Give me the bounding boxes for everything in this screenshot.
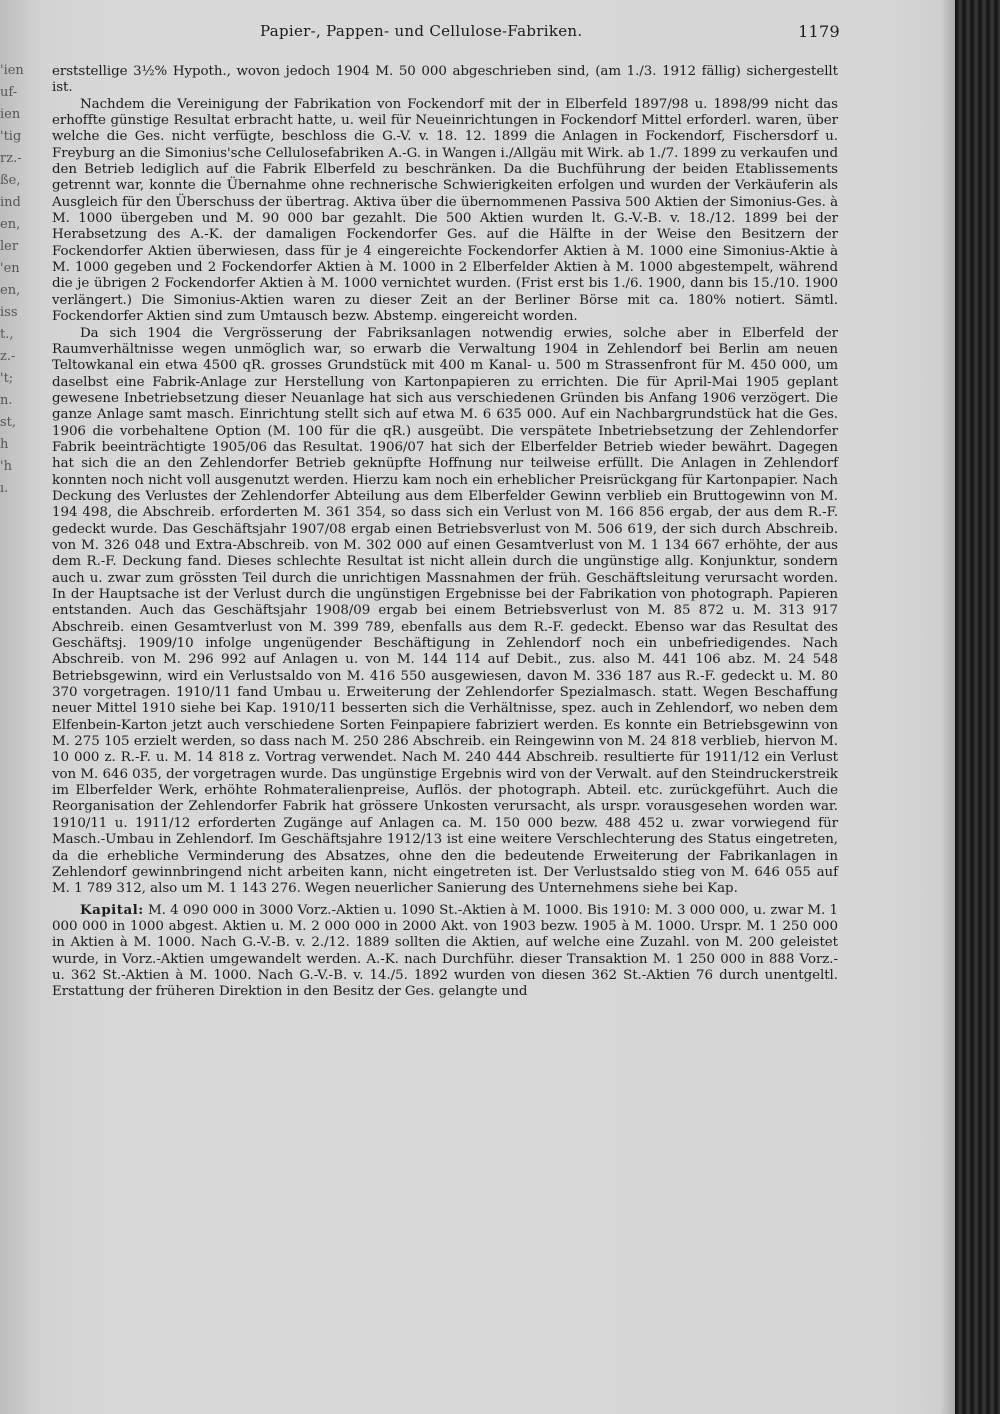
page-number: 1179 xyxy=(798,22,840,41)
margin-fragment: 't; xyxy=(0,371,14,386)
margin-fragment: en, xyxy=(0,217,21,232)
margin-fragment: 'h xyxy=(0,459,12,474)
margin-fragment: t., xyxy=(0,327,14,342)
margin-fragment: 'en xyxy=(0,261,20,276)
margin-fragment: iss xyxy=(0,305,18,320)
margin-fragment: 'tig xyxy=(0,129,22,144)
paragraph-zehlendorf-history: Da sich 1904 die Vergrösserung der Fabriksanlagen notwendig erwies, solche aber in Elberfeld der Raumverhältnisse wegen unmöglich war, so erwarb die Verwaltung 1904 in Zehlendorf bei Berlin am neuen Teltowkanal ein etwa 4500 qR. grosses Grundstück mit 400 m Kanal- u. 500 m Strassenfront für M. 450 000, um daselbst eine Fabrik-Anlage zur Herstellung von Kartonpapieren zu errichten. Die für April-Mai 1905 geplant gewesene Inbetriebsetzung dieser Neuanlage hat sich aus verschiedenen Gründen bis Anfang 1906 verzögert. Die ganze Anlage samt masch. Einrichtung stellt sich auf etwa M. 6 635 000. Auf ein Nachbargrundstück hat die Ges. 1906 die vorbehaltene Option (M. 100 für die qR.) ausgeübt. Die verspätete Inbetriebsetzung der Zehlendorfer Fabrik beeinträchtigte 1905/06 das Resultat. 1906/07 hat sich der Elberfelder Betrieb wieder bewährt. Dagegen hat sich die an den Zehlendorfer Betrieb geknüpfte Hoffnung nur teilweise erfüllt. Die Anlagen in Zehlendorf konnten noch nicht voll ausgenutzt werden. Hierzu kam noch ein erheblicher Preisrückgang für Kartonpapier. Nach Deckung des Verlustes der Zehlendorfer Abteilung aus dem Elberfelder Gewinn verblieb ein Bruttogewinn von M. 194 498, die Abschreib. erforderten M. 361 354, so dass sich ein Verlust von M. 166 856 ergab, der aus dem R.-F. gedeckt wurde. Das Geschäftsjahr 1907/08 ergab einen Betriebsverlust von M. 506 619, der sich durch Abschreib. von M. 326 048 und Extra-Abschreib. von M. 302 000 auf einen Gesamtverlust von M. 1 134 667 erhöhte, der aus dem R.-F. Deckung fand. Dieses schlechte Resultat ist nicht allein durch die ungünstige allg. Konjunktur, sondern auch u. zwar zum grössten Teil durch die unrichtigen Massnahmen der früh. Geschäftsleitung verursacht worden. In der Hauptsache ist der Verlust durch die ungünstigen Ergebnisse bei der Fabrikation von photograph. Papieren entstanden. Auch das Geschäftsjahr 1908/09 ergab bei einem Betriebsverlust von M. 85 872 u. M. 313 917 Abschreib. einen Gesamtverlust von M. 399 789, ebenfalls aus dem R.-F. gedeckt. Ebenso war das Resultat des Geschäftsj. 1909/10 infolge ungenügender Beschäftigung in Zehlendorf noch ein unbefriedigendes. Nach Abschreib. von M. 296 992 auf Anlagen u. von M. 144 114 auf Debit., zus. also M. 441 106 abz. M. 24 548 Betriebsgewinn, wird ein Verlustsaldo von M. 416 550 ausgewiesen, davon M. 336 187 aus R.-F. gedeckt u. M. 80 370 vorgetragen. 1910/11 fand Umbau u. Erweiterung der Zehlendorfer Spezialmasch. statt. Wegen Beschaffung neuer Mittel 1910 siehe bei Kap. 1910/11 besserten sich die Verhältnisse, spez. auch in Zehlendorf, wo neben dem Elfenbein-Karton jetzt auch verschiedene Sorten Feinpapiere fabriziert werden. Es konnte ein Betriebsgewinn von M. 275 105 erzielt werden, so dass nach M. 250 286 Abschreib. ein Reingewinn von M. 24 818 verblieb, hiervon M. 10 000 z. R.-F. u. M. 14 818 z. Vortrag verwendet. Nach M. 240 444 Abschreib. resultierte für 1911/12 ein Verlust von M. 646 035, der vorgetragen wurde. Das ungünstige Ergebnis wird von der Verwalt. auf den Steindruckerstreik im Elberfelder Werk, erhöhte Rohmateralienpreise, Auflös. der photograph. Abteil. etc. zurückgeführt. Auch die Reorganisation der Zehlendorfer Fabrik hat grössere Unkosten verursacht, als urspr. vorausgesehen worden war. 1910/11 u. 1911/12 erforderten Zugänge auf Anlagen ca. M. 150 000 bezw. 488 452 u. zwar vorwiegend für Masch.-Umbau in Zehlendorf. Im Geschäftsjahre 1912/13 ist eine weitere Verschlechterung des Status eingetreten, da die erhebliche Verminderung des Absatzes, ohne den die bedeutende Erweiterung der Fabrikanlagen in Zehlendorf gewinnbringend nicht arbeiten kann, nicht eingetreten ist. Der Verlustsaldo stieg von M. 646 055 auf M. 1 789 312, also um M. 1 143 276. Wegen neuerlicher Sanierung des Unternehmens siehe bei Kap. xyxy=(52,325,838,897)
margin-fragment: en, xyxy=(0,283,21,298)
margin-fragment: z.- xyxy=(0,349,16,364)
margin-fragment: st, xyxy=(0,415,17,430)
margin-fragment: rz.- xyxy=(0,151,22,166)
kapital-label: Kapital: xyxy=(80,901,144,918)
margin-fragment: ien xyxy=(0,107,21,122)
margin-fragment: 'ien xyxy=(0,63,24,78)
margin-fragment: ind xyxy=(0,195,21,210)
margin-fragment: ler xyxy=(0,239,19,254)
paragraph-kapital xyxy=(52,902,838,1001)
margin-fragment: ı. xyxy=(0,481,9,496)
previous-page-margin-fragments xyxy=(0,60,40,496)
kapital-text: M. 4 090 000 in 3000 Vorz.-Aktien u. 1090 St.-Aktien à M. 1000. Bis 1910: M. 3 000 000, u. zwar M. 1 000 000 in 1000 abgest. Aktien u. M. 2 000 000 in 2000 Akt. von 1903 bezw. 1905 à M. 1000. Urspr. M. 1 250 000 in Aktien à M. 1000. Nach G.-V.-B. v. 2./12. 1889 sollten die Aktien, auf welche eine Zuzahl. von M. 200 geleistet wurde, in Vorz.-Aktien umgewandelt werden. A.-K. nach Durchführ. dieser Transaktion M. 1 250 000 in 888 Vorz.- u. 362 St.-Aktien à M. 1000. Nach G.-V.-B. v. 14./5. 1892 wurden von diesen 362 St.-Aktien 76 durch unentgeltl. Erstattung der früheren Direktion in den Besitz der Ges. gelangte und xyxy=(52,902,838,1000)
running-title: Papier-, Pappen- und Cellulose-Fabriken. xyxy=(260,22,583,40)
margin-fragment: h xyxy=(0,437,9,452)
paragraph-mortgage: erststellige 3½% Hypoth., wovon jedoch 1904 M. 50 000 abgeschrieben sind, (am 1./3. 1912 fällig) sichergestellt ist. xyxy=(52,64,838,96)
margin-fragment: uf- xyxy=(0,85,18,100)
book-binding-edge xyxy=(955,0,1000,1414)
margin-fragment: n. xyxy=(0,393,13,408)
paragraph-fockendorf-sale: Nachdem die Vereinigung der Fabrikation von Fockendorf mit der in Elberfeld 1897/98 u. 1898/99 nicht das erhoffte günstige Resultat erbracht hatte, u. weil für Neueinrichtungen in Fockendorf Mittel erforderl. waren, über welche die Ges. nicht verfügte, beschloss die G.-V. v. 18. 12. 1899 die Anlagen in Fockendorf, Fischersdorf u. Freyburg an die Simonius'sche Cellulosefabriken A.-G. in Wangen i./Allgäu mit Wirk. ab 1./7. 1899 zu verkaufen und den Betrieb lediglich auf die Fabrik Elberfeld zu beschränken. Da die Buchführung der beiden Etablissements getrennt war, konnte die Übernahme ohne rechnerische Schwierigkeiten erfolgen und wurden der Verkäuferin als Ausgleich für den Überschuss der übertrag. Aktiva über die übernommenen Passiva 500 Aktien der Simonius-Ges. à M. 1000 übergeben und M. 90 000 bar gezahlt. Die 500 Aktien wurden lt. G.-V.-B. v. 18./12. 1899 bei der Herabsetzung des A.-K. der damaligen Fockendorfer Ges. auf die Hälfte in der Weise den Besitzern der Fockendorfer Aktien überwiesen, dass für je 4 eingereichte Fockendorfer Aktien à M. 1000 eine Simonius-Aktie à M. 1000 gegeben und 2 Fockendorfer Aktien à M. 1000 in 2 Elberfelder Aktien à M. 1000 abgestempelt, während die je übrigen 2 Fockendorfer Aktien à M. 1000 vernichtet wurden. (Frist erst bis 1./6. 1900, dann bis 15./10. 1900 verlängert.) Die Simonius-Aktien waren zu dieser Zeit an der Berliner Börse mit ca. 180% notiert. Sämtl. Fockendorfer Aktien sind zum Umtausch bezw. Abstemp. eingereicht worden. xyxy=(52,96,838,325)
article-body xyxy=(52,64,838,1001)
margin-fragment: ße, xyxy=(0,173,21,188)
